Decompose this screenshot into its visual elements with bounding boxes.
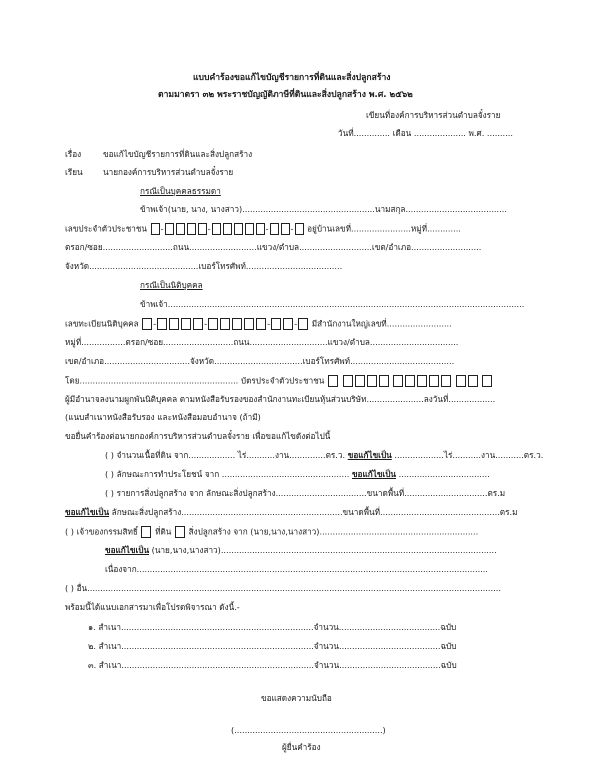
land-area-from[interactable]: ( ) จำนวนเนื้อที่ดิน จาก.................. ไร่...........งาน..............ตร.ว. [105,450,346,460]
to-label: เรียน [65,167,83,177]
owner-fix-row[interactable] [105,545,497,556]
reg-digit-box[interactable] [220,318,230,330]
reg-digit-box[interactable] [271,318,281,330]
rep-id-box[interactable] [468,375,478,387]
land-use-fix-label: ขอแก้ไขเป็น [351,469,397,479]
subject-label: เรื่อง [65,149,82,159]
juristic-district-line[interactable]: เขต/อำเภอ.................................จังหวัด..................................เบอร์โทรศัพท์........................................ [65,356,455,366]
id-digit-box[interactable] [281,223,290,235]
date-line[interactable]: วันที่.............. เดือน .................... พ.ศ. .......... [338,128,513,138]
signature-name-field[interactable]: (.........................................................) [231,725,386,735]
individual-alley-line[interactable]: ตรอก/ซอย...........................ถนน..........................แขวง/ตำบล............................เขต/อำเภอ........................... [65,242,482,252]
id-digit-box[interactable] [256,223,265,235]
id-digit-box[interactable] [245,223,254,235]
owner-fix-line[interactable]: (นาย,นาง,นางสาว).......................................................................................................... [151,545,497,555]
reg-digit-box[interactable] [283,318,293,330]
rep-id-box[interactable] [367,375,377,387]
request-intro: ขอยื่นคำร้องต่อนายกองค์การบริหารส่วนตำบลจั๋งราย เพื่อขอแก้ไขดังต่อไปนี้ [65,431,331,441]
reg-digit-box[interactable] [208,318,218,330]
authorized-signer-line[interactable]: ผู้มีอำนาจลงนามผูกพันนิติบุคคล ตามหนังสือรับรองของสำนักงานทะเบียนหุ้นส่วนบริษัท......................ลงวันที่.................. [65,394,496,404]
rep-id-box[interactable] [441,375,451,387]
juristic-heading: กรณีเป็นนิติบุคคล [140,280,203,290]
attachment-line-3[interactable]: ๓. สำเนา..........................................................................จำนวน.......................................ฉบับ [88,660,457,670]
closing-text: ขอแสดงความนับถือ [261,693,332,703]
attachments-intro: พร้อมนี้ได้แนบเอกสารมาเพื่อโปรดพิจารณา ดังนี้.- [65,602,240,612]
other-line[interactable]: ( ) อื่น............................................................................................................................................................... [65,583,501,593]
id-digit-box[interactable] [295,223,304,235]
reg-digit-box[interactable] [157,318,167,330]
owner-label[interactable]: ( ) เจ้าของกรรมสิทธิ์ [65,526,138,537]
reg-digit-box[interactable] [169,318,179,330]
reg-digit-box[interactable] [142,318,152,330]
building-fix-row[interactable] [65,507,518,518]
id-digit-box[interactable] [270,223,279,235]
representative-line[interactable]: โดย............................................................. บัตรประจำตัวประชาชน [65,375,325,386]
rep-id-box[interactable] [328,375,338,387]
written-at: เขียนที่องค์การบริหารส่วนตำบลจั๋งราย [366,110,501,120]
owner-fix-label: ขอแก้ไขเป็น [105,545,150,555]
rep-id-box[interactable] [482,375,492,387]
juristic-moo-line[interactable]: หมู่ที่.................ตรอก/ซอย...........................ถนน..............................แขวง/ตำบล.................................. [65,337,459,347]
reg-digit-box[interactable] [298,318,308,330]
building-fix-label: ขอแก้ไขเป็น [65,507,110,517]
land-use-from[interactable]: ( ) ลักษณะการทำประโยชน์ จาก ................................................. [105,469,350,479]
rep-id-box[interactable] [417,375,427,387]
land-use-to[interactable]: ................................... [398,469,490,479]
reg-digit-box[interactable] [181,318,191,330]
individual-heading: กรณีเป็นบุคคลธรรมดา [140,186,221,196]
individual-province-line[interactable]: จังหวัด..........................................เบอร์โทรศัพท์..................................... [65,261,343,271]
form-subtitle: ตามมาตรา ๓๒ พระราชบัญญัติภาษีที่ดินและสิ่งปลูกสร้าง พ.ศ. ๒๕๖๒ [158,90,413,100]
form-title: แบบคำร้องขอแก้ไขบัญชีรายการที่ดินและสิ่งปลูกสร้าง [193,73,391,83]
individual-name-line[interactable]: ข้าพเจ้า(นาย, นาง, นางสาว)...................................................นามสกุล....................................... [140,204,507,214]
id-digit-box[interactable] [198,223,207,235]
id-digit-box[interactable] [212,223,221,235]
juristic-name-line[interactable]: ข้าพเจ้า......................................................................................................................................... [140,299,525,309]
land-use-row[interactable] [105,469,490,480]
rep-id-box[interactable] [343,375,353,387]
rep-id-box[interactable] [393,375,403,387]
reg-digit-box[interactable] [193,318,203,330]
owner-from-line[interactable]: สิ่งปลูกสร้าง จาก (นาย,นาง,นางสาว)............................................................. [188,526,479,537]
to-text: นายกองค์การบริหารส่วนตำบลจั๋งราย [103,167,234,177]
rep-id-box[interactable] [355,375,365,387]
rep-id-box[interactable] [379,375,389,387]
rep-id-box[interactable] [429,375,439,387]
head-office-field[interactable]: มีสำนักงานใหญ่เลขที่......................... [311,318,452,329]
building-owner-checkbox[interactable] [175,526,185,538]
reason-line[interactable]: เนื่องจาก....................................................................................................................................... [105,564,489,574]
id-digit-box[interactable] [165,223,174,235]
building-fix-line[interactable]: ลักษณะสิ่งปลูกสร้าง..............................................................ขนาดพื้นที่..............................................ตร.ม [111,507,518,517]
signer-label: ผู้ยื่นคำร้อง [282,742,321,752]
registration-row[interactable]: เลขทะเบียนนิติบุคคล - - - - มีสำนักงานใหญ่เลขที่......................... [65,318,452,329]
owner-row[interactable] [65,526,478,538]
reg-digit-box[interactable] [244,318,254,330]
land-owner-checkbox[interactable] [141,526,151,538]
land-area-to[interactable]: ...................ไร่...........งาน...........ตร.ว. [394,450,544,460]
reg-digit-box[interactable] [256,318,266,330]
id-digit-box[interactable] [223,223,232,235]
subject-text: ขอแก้ไขบัญชีรายการที่ดินและสิ่งปลูกสร้าง [103,149,253,159]
id-digit-box[interactable] [151,223,160,235]
attachment-note: (แนบสำเนาหนังสือรับรอง และหนังสือมอบอำนาจ (ถ้ามี) [65,412,261,422]
house-number-field[interactable]: อยู่บ้านเลขที่.......................หมู่ที่............. [307,223,461,234]
registration-label: เลขทะเบียนนิติบุคคล [65,318,139,329]
id-digit-box[interactable] [234,223,243,235]
attachment-line-1[interactable]: ๑. สำเนา..........................................................................จำนวน.......................................ฉบับ [88,622,457,632]
reg-digit-box[interactable] [232,318,242,330]
land-label: ที่ดิน [155,526,172,537]
rep-id-box[interactable] [456,375,466,387]
id-number-row[interactable]: เลขประจำตัวประชาชน - - - - อยู่บ้านเลขที่.......................หมู่ที่............. [65,223,461,234]
id-digit-box[interactable] [176,223,185,235]
rep-id-box[interactable] [405,375,415,387]
building-from-line[interactable]: ( ) รายการสิ่งปลูกสร้าง จาก ลักษณะสิ่งปลูกสร้าง...................................ขนาดพื้นที่................................ตร.ม [105,488,506,498]
id-label: เลขประจำตัวประชาชน [65,223,148,234]
id-digit-box[interactable] [187,223,196,235]
attachment-line-2[interactable]: ๒. สำเนา..........................................................................จำนวน.......................................ฉบับ [88,641,457,651]
land-area-fix-label: ขอแก้ไขเป็น [347,450,392,460]
land-area-row[interactable] [105,450,543,461]
representative-row[interactable] [65,375,493,387]
